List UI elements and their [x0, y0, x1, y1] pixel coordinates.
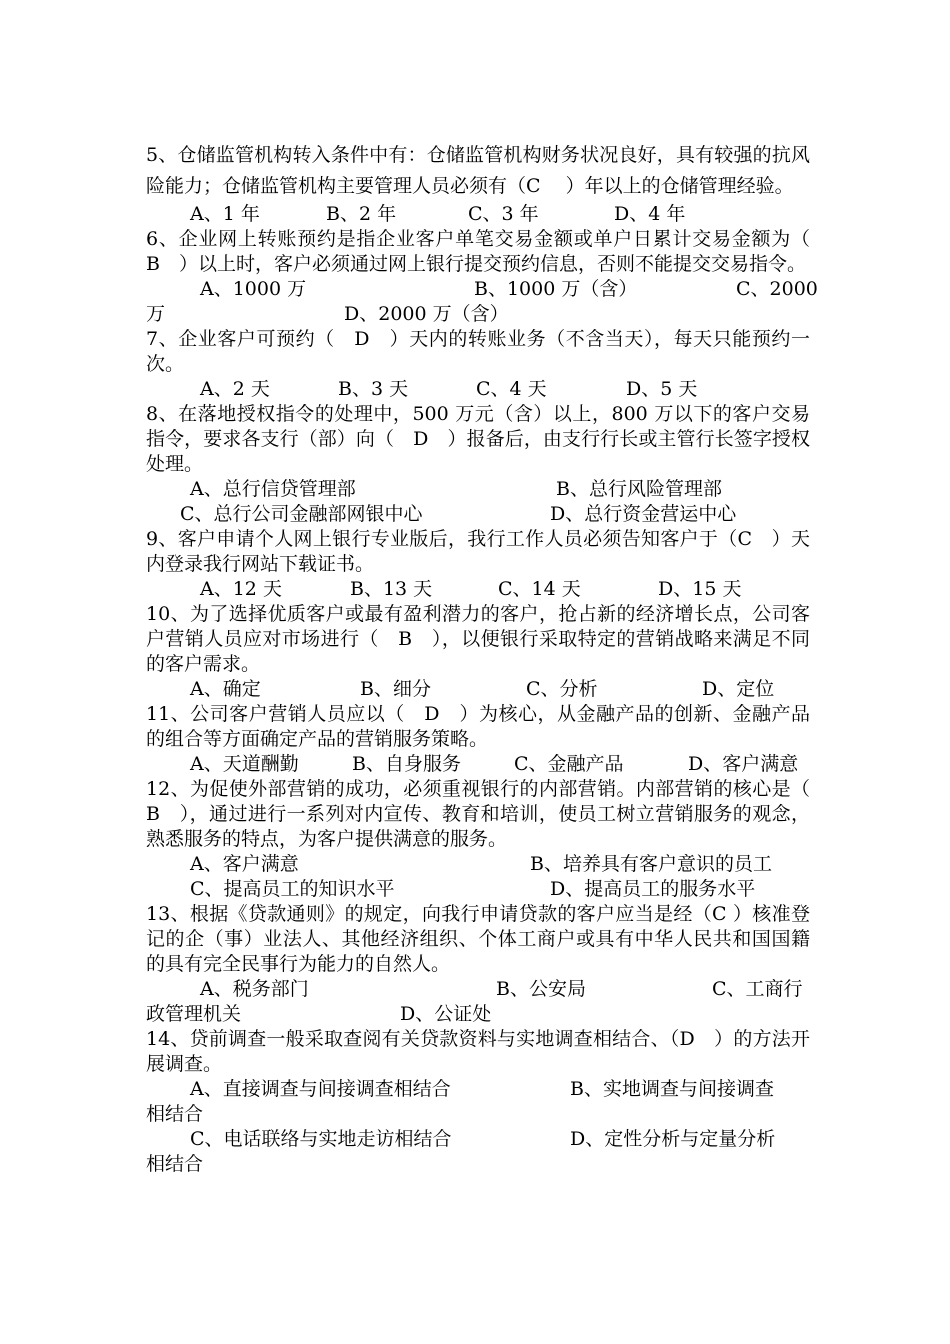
question-6-options [146, 277, 818, 302]
option-d: D、提高员工的服务水平 [550, 878, 756, 900]
option-c: C、14 天 [498, 578, 581, 600]
option-d: D、15 天 [658, 578, 742, 600]
question-10: 10、为了选择优质客户或最有盈利潜力的客户，抢占新的经济增长点，公司客户营销人员应对市场进行（ B ），以便银行采取特定的营销战略来满足不同的客户需求。 [146, 603, 810, 675]
option-c: C、金融产品 [514, 753, 624, 775]
option-c: C、2000 [736, 278, 818, 300]
question-7: 7、企业客户可预约（ D ）天内的转账业务（不含当天），每天只能预约一次。 [146, 328, 810, 375]
option-c: C、分析 [526, 678, 598, 700]
question-12-options-line2 [146, 877, 810, 902]
question-list [146, 140, 830, 1177]
question-12-options [146, 852, 810, 877]
option-b: B、细分 [360, 678, 431, 700]
option-c: C、3 年 [468, 203, 539, 225]
option-d: D、定性分析与定量分析 [570, 1128, 776, 1150]
option-b: B、2 年 [326, 203, 397, 225]
question-14-options-line3 [146, 1127, 810, 1152]
option-d: D、定位 [702, 678, 775, 700]
option-b: B、3 天 [338, 378, 409, 400]
option-b: B、总行风险管理部 [556, 478, 722, 500]
option-d: D、4 年 [614, 203, 686, 225]
question-13-options-line2 [146, 1002, 810, 1027]
question-8-options [146, 477, 810, 502]
option-a: A、1 年 [190, 203, 260, 225]
option-b-wrap: 相结合 [146, 1103, 204, 1125]
option-a: A、1000 万 [200, 278, 307, 300]
option-c-wrap: 政管理机关 [146, 1003, 242, 1025]
question-9-options [146, 577, 810, 602]
option-d: D、客户满意 [688, 753, 799, 775]
option-b: B、培养具有客户意识的员工 [530, 853, 772, 875]
question-8: 8、在落地授权指令的处理中，500 万元（含）以上，800 万以下的客户交易指令，要求各支行（部）向（ D ）报备后，由支行行长或主管行长签字授权处理。 [146, 403, 810, 475]
question-12: 12、为促使外部营销的成功，必须重视银行的内部营销。内部营销的核心是（ B ），通过进行一系列对内宣传、教育和培训，使员工树立营销服务的观念，熟悉服务的特点，为客户提供满意的服务。 [146, 778, 830, 850]
option-a: A、12 天 [200, 578, 282, 600]
option-c: C、4 天 [476, 378, 547, 400]
question-13-options [146, 977, 810, 1002]
option-c: C、提高员工的知识水平 [190, 878, 395, 900]
question-5: 5、仓储监管机构转入条件中有：仓储监管机构财务状况良好，具有较强的抗风险能力；仓储监管机构主要管理人员必须有（C ）年以上的仓储管理经验。 [146, 144, 810, 197]
option-b: B、实地调查与间接调查 [570, 1078, 774, 1100]
question-14: 14、贷前调查一般采取查阅有关贷款资料与实地调查相结合、（D ）的方法开展调查。 [146, 1028, 810, 1075]
option-c: C、总行公司金融部网银中心 [180, 503, 423, 525]
question-6: 6、企业网上转账预约是指企业客户单笔交易金额或单户日累计交易金额为（ B ）以上时，客户必须通过网上银行提交预约信息，否则不能提交交易指令。 [146, 228, 830, 275]
option-b: B、自身服务 [352, 753, 461, 775]
option-d-wrap: 相结合 [146, 1153, 204, 1175]
question-6-options-line2 [146, 302, 810, 327]
question-5-options [146, 202, 810, 227]
question-9: 9、客户申请个人网上银行专业版后，我行工作人员必须告知客户于（C ）天内登录我行网站下载证书。 [146, 528, 810, 575]
option-a: A、确定 [190, 678, 261, 700]
question-14-options [146, 1077, 810, 1102]
question-14-options-line2 [146, 1102, 810, 1127]
option-c-wrap: 万 [146, 303, 166, 325]
option-b: B、公安局 [496, 978, 586, 1000]
question-13: 13、根据《贷款通则》的规定，向我行申请贷款的客户应当是经（C ）核准登记的企（事）业法人、其他经济组织、个体工商户或具有中华人民共和国国籍的具有完全民事行为能力的自然人。 [146, 903, 810, 975]
option-b: B、13 天 [350, 578, 433, 600]
question-11-options [146, 752, 810, 777]
option-a: A、直接调查与间接调查相结合 [190, 1078, 451, 1100]
question-10-options [146, 677, 810, 702]
option-c: C、电话联络与实地走访相结合 [190, 1128, 452, 1150]
question-11: 11、公司客户营销人员应以（ D ）为核心，从金融产品的创新、金融产品的组合等方面确定产品的营销服务策略。 [146, 703, 810, 750]
option-a: A、总行信贷管理部 [190, 478, 356, 500]
option-a: A、税务部门 [200, 978, 309, 1000]
option-d: D、2000 万（含） [344, 303, 509, 325]
option-b: B、1000 万（含） [474, 278, 638, 300]
option-c: C、工商行 [712, 978, 803, 1000]
option-a: A、2 天 [200, 378, 270, 400]
question-8-options-line2 [146, 502, 810, 527]
option-d: D、5 天 [626, 378, 698, 400]
option-a: A、客户满意 [190, 853, 299, 875]
option-d: D、总行资金营运中心 [550, 503, 737, 525]
question-7-options [146, 377, 810, 402]
option-d: D、公证处 [400, 1003, 492, 1025]
question-14-options-line4 [146, 1152, 810, 1177]
option-a: A、天道酬勤 [190, 753, 299, 775]
